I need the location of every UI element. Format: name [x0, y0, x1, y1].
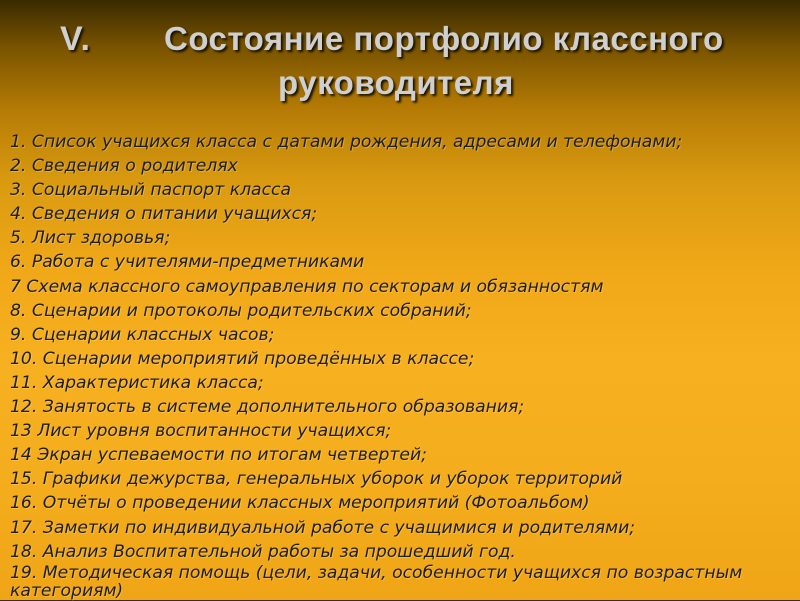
list-item: 5. Лист здоровья;: [10, 228, 171, 249]
list-item: 9. Сценарии классных часов;: [10, 324, 275, 345]
list-item: 4. Сведения о питании учащихся;: [10, 204, 318, 225]
list-item: 1. Список учащихся класса с датами рождения, адресами и телефонами;: [10, 132, 683, 152]
list-item: 17. Заметки по индивидуальной работе с учащимися и родителями;: [10, 517, 636, 538]
list-item: 3. Социальный паспорт класса: [10, 180, 292, 201]
list-item: 15. Графики дежурства, генеральных уборок и уборок территорий: [10, 469, 623, 490]
title-line-2: руководителя: [278, 64, 514, 101]
list-item: 16. Отчёты о проведении классных мероприятий (Фотоальбом): [10, 493, 590, 514]
list-item: 18. Анализ Воспитательной работы за прошедший год.: [10, 541, 516, 562]
list-item: 13 Лист уровня воспитанности учащихся;: [10, 421, 392, 442]
list-item: 7 Схема классного самоуправления по секторам и обязанностям: [10, 276, 604, 297]
section-number: V.: [60, 20, 92, 58]
list-item: 19. Методическая помощь (цели, задачи, особенности учащихся по возрастным категориям): [10, 562, 743, 601]
portfolio-items-list: [10, 130, 795, 600]
list-item: 11. Характеристика класса;: [10, 372, 264, 393]
list-item: 10. Сценарии мероприятий проведённых в классе;: [10, 348, 475, 369]
list-item: 6. Работа с учителями-предметниками: [10, 252, 365, 273]
title-line-1: Состояние портфолио классного: [164, 20, 724, 57]
list-item: 12. Занятость в системе дополнительного образования;: [10, 397, 525, 418]
slide-title: [0, 0, 800, 120]
list-item: 8. Сценарии и протоколы родительских собраний;: [10, 300, 472, 321]
list-item: 14 Экран успеваемости по итогам четвертей;: [10, 445, 427, 466]
list-item: 2. Сведения о родителях: [10, 156, 238, 177]
